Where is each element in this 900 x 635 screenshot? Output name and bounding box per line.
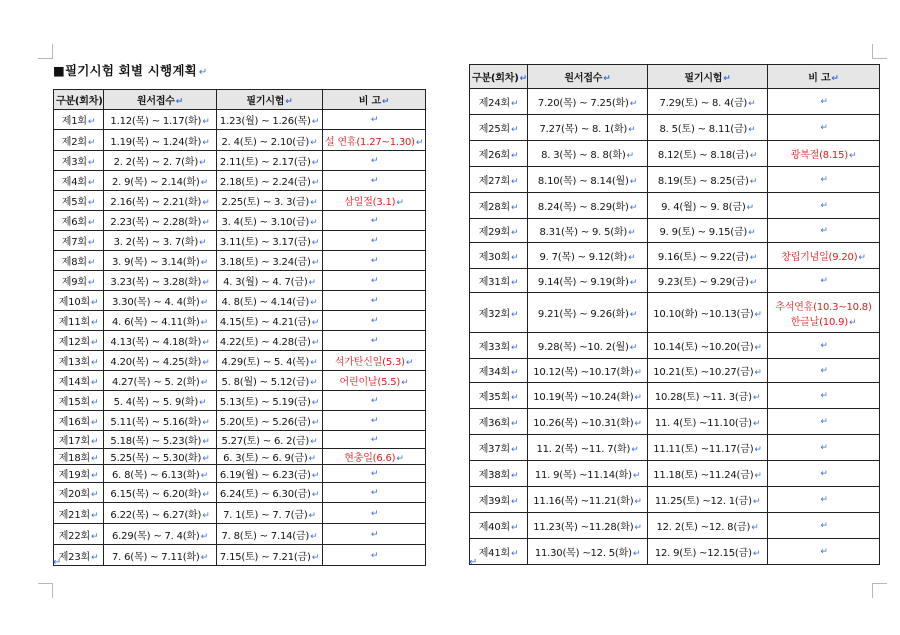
note-cell: ↵ [768, 167, 880, 193]
round-cell: 제12회↵ [54, 331, 104, 351]
exam-period-cell: 3.11(토) ~ 3.17(금)↵ [217, 231, 323, 251]
table-row [54, 171, 426, 191]
table-row [470, 167, 880, 193]
note-cell: ↵ [323, 431, 426, 449]
application-period-cell: 6.29(목) ~ 7. 4(화)↵ [104, 524, 217, 545]
round-cell: 제9회↵ [54, 271, 104, 291]
table-row [54, 351, 426, 371]
application-period-cell: 5.11(목) ~ 5.16(화)↵ [104, 411, 217, 431]
note-cell: ↵ [323, 483, 426, 503]
application-period-cell: 10.12(목) ~10.17(화)↵ [528, 359, 648, 383]
exam-period-cell: 5.20(토) ~ 5.26(금)↵ [217, 411, 323, 431]
note-cell: ↵ [323, 231, 426, 251]
round-cell: 제39회↵ [470, 487, 528, 513]
application-period-cell: 3. 9(목) ~ 3.14(화)↵ [104, 251, 217, 271]
application-period-cell: 4.20(목) ~ 4.25(화)↵ [104, 351, 217, 371]
exam-period-cell: 7. 8(토) ~ 7.14(금)↵ [217, 524, 323, 545]
application-period-cell: 8.31(목) ~ 9. 5(화)↵ [528, 219, 648, 243]
paragraph-end-mark-right: ↵ [469, 557, 478, 568]
table-row [470, 269, 880, 293]
note-cell: ↵ [323, 503, 426, 524]
application-period-cell: 4. 6(목) ~ 4.11(화)↵ [104, 311, 217, 331]
application-period-cell: 8. 3(목) ~ 8. 8(화)↵ [528, 141, 648, 167]
exam-period-cell: 2.25(토) ~ 3. 3(금)↵ [217, 191, 323, 211]
round-cell: 제27회↵ [470, 167, 528, 193]
exam-period-cell: 9. 4(월) ~ 9. 8(금)↵ [648, 193, 768, 219]
note-cell: 어린이날(5.5)↵ [323, 371, 426, 391]
round-cell: 제37회↵ [470, 435, 528, 461]
round-cell: 제1회↵ [54, 110, 104, 130]
round-cell: 제25회↵ [470, 115, 528, 141]
table-row [470, 435, 880, 461]
exam-period-cell: 2.11(토) ~ 2.17(금)↵ [217, 151, 323, 171]
application-period-cell: 2.16(목) ~ 2.21(화)↵ [104, 191, 217, 211]
table-row [54, 449, 426, 465]
exam-period-cell: 10.21(토) ~10.27(금)↵ [648, 359, 768, 383]
round-cell: 제41회↵ [470, 539, 528, 565]
exam-period-cell: 9.16(토) ~ 9.22(금)↵ [648, 243, 768, 269]
exam-period-cell: 8.19(토) ~ 8.25(금)↵ [648, 167, 768, 193]
paragraph-mark-icon: ↵ [198, 67, 208, 78]
exam-period-cell: 10.14(토) ~10.20(금)↵ [648, 333, 768, 359]
application-period-cell: 7.20(목) ~ 7.25(화)↵ [528, 89, 648, 115]
exam-period-cell: 1.23(월) ~ 1.26(목)↵ [217, 110, 323, 130]
exam-period-cell: 3.18(토) ~ 3.24(금)↵ [217, 251, 323, 271]
application-period-cell: 4.27(목) ~ 5. 2(화)↵ [104, 371, 217, 391]
round-cell: 제10회↵ [54, 291, 104, 311]
note-cell: ↵ [768, 333, 880, 359]
paragraph-end-mark-left: ↵ [53, 557, 62, 568]
round-cell: 제29회↵ [470, 219, 528, 243]
exam-period-cell: 5.13(토) ~ 5.19(금)↵ [217, 391, 323, 411]
application-period-cell: 11. 2(목) ~11. 7(화)↵ [528, 435, 648, 461]
table-row [54, 291, 426, 311]
table-row [54, 391, 426, 411]
exam-period-cell: 4. 3(월) ~ 4. 7(금)↵ [217, 271, 323, 291]
round-cell: 제23회↵ [54, 545, 104, 566]
note-cell: ↵ [323, 331, 426, 351]
exam-period-cell: 6.19(월) ~ 6.23(금)↵ [217, 465, 323, 483]
exam-period-cell: 11.11(토) ~11.17(금)↵ [648, 435, 768, 461]
note-cell: 설 연휴(1.27~1.30)↵ [323, 130, 426, 151]
exam-period-cell: 12. 2(토) ~12. 8(금)↵ [648, 513, 768, 539]
table-row [54, 524, 426, 545]
table-row [470, 141, 880, 167]
round-cell: 제3회↵ [54, 151, 104, 171]
note-cell: ↵ [768, 269, 880, 293]
application-period-cell: 5.18(목) ~ 5.23(화)↵ [104, 431, 217, 449]
table-row [54, 371, 426, 391]
note-cell: 추석연휴(10.3~10.8) 한글날(10.9)↵ [768, 293, 880, 333]
table-row [54, 191, 426, 211]
application-period-cell: 11. 9(목) ~11.14(화)↵ [528, 461, 648, 487]
note-cell: ↵ [768, 383, 880, 409]
application-period-cell: 4.13(목) ~ 4.18(화)↵ [104, 331, 217, 351]
table-row [54, 545, 426, 566]
exam-period-cell: 2.18(토) ~ 2.24(금)↵ [217, 171, 323, 191]
round-cell: 제11회↵ [54, 311, 104, 331]
round-cell: 제19회↵ [54, 465, 104, 483]
table-row [54, 271, 426, 291]
application-period-cell: 10.26(목) ~10.31(화)↵ [528, 409, 648, 435]
application-period-cell: 3.23(목) ~ 3.28(화)↵ [104, 271, 217, 291]
round-cell: 제5회↵ [54, 191, 104, 211]
round-cell: 제16회↵ [54, 411, 104, 431]
note-cell: ↵ [768, 435, 880, 461]
exam-period-cell: 7.15(토) ~ 7.21(금)↵ [217, 545, 323, 566]
table-row [470, 359, 880, 383]
application-period-cell: 2. 9(목) ~ 2.14(화)↵ [104, 171, 217, 191]
round-cell: 제33회↵ [470, 333, 528, 359]
note-cell: ↵ [768, 359, 880, 383]
application-period-cell: 1.19(목) ~ 1.24(화)↵ [104, 130, 217, 151]
exam-period-cell: 9.23(토) ~ 9.29(금)↵ [648, 269, 768, 293]
table-row [54, 211, 426, 231]
table-row [54, 503, 426, 524]
page-corner-mark-top-left [38, 44, 53, 59]
exam-period-cell: 2. 4(토) ~ 2.10(금)↵ [217, 130, 323, 151]
application-period-cell: 8.10(목) ~ 8.14(월)↵ [528, 167, 648, 193]
table-row [54, 251, 426, 271]
header-exam: 필기시험↵ [217, 90, 323, 110]
table-row [54, 331, 426, 351]
exam-period-cell: 5.27(토) ~ 6. 2(금)↵ [217, 431, 323, 449]
application-period-cell: 2.23(목) ~ 2.28(화)↵ [104, 211, 217, 231]
header-note: 비 고↵ [768, 65, 880, 89]
round-cell: 제15회↵ [54, 391, 104, 411]
table-row [54, 411, 426, 431]
note-cell: ↵ [768, 487, 880, 513]
application-period-cell: 10.19(목) ~10.24(화)↵ [528, 383, 648, 409]
table-row [470, 461, 880, 487]
application-period-cell: 6.22(목) ~ 6.27(화)↵ [104, 503, 217, 524]
note-cell: ↵ [323, 465, 426, 483]
note-cell: ↵ [323, 271, 426, 291]
application-period-cell: 9.14(목) ~ 9.19(화)↵ [528, 269, 648, 293]
table-row [54, 311, 426, 331]
note-cell: 현충일(6.6)↵ [323, 449, 426, 465]
exam-period-cell: 3. 4(토) ~ 3.10(금)↵ [217, 211, 323, 231]
round-cell: 제28회↵ [470, 193, 528, 219]
round-cell: 제22회↵ [54, 524, 104, 545]
round-cell: 제4회↵ [54, 171, 104, 191]
exam-period-cell: 10.28(토) ~11. 3(금)↵ [648, 383, 768, 409]
round-cell: 제13회↵ [54, 351, 104, 371]
table-row [54, 231, 426, 251]
page-corner-mark-bottom-left [38, 583, 53, 598]
exam-period-cell: 7. 1(토) ~ 7. 7(금)↵ [217, 503, 323, 524]
round-cell: 제8회↵ [54, 251, 104, 271]
page-corner-mark-bottom-right [872, 583, 887, 598]
application-period-cell: 11.30(목) ~12. 5(화)↵ [528, 539, 648, 565]
round-cell: 제26회↵ [470, 141, 528, 167]
note-cell: ↵ [768, 409, 880, 435]
table-row [54, 465, 426, 483]
exam-period-cell: 12. 9(토) ~12.15(금)↵ [648, 539, 768, 565]
exam-period-cell: 4.29(토) ~ 5. 4(목)↵ [217, 351, 323, 371]
table-header-row [54, 90, 426, 110]
note-cell: ↵ [768, 539, 880, 565]
schedule-table-left [53, 89, 426, 566]
exam-period-cell: 7.29(토) ~ 8. 4(금)↵ [648, 89, 768, 115]
note-cell: ↵ [768, 513, 880, 539]
round-cell: 제30회↵ [470, 243, 528, 269]
table-row [470, 293, 880, 333]
application-period-cell: 3.30(목) ~ 4. 4(화)↵ [104, 291, 217, 311]
table-row [470, 383, 880, 409]
table-row [470, 115, 880, 141]
table-row [470, 409, 880, 435]
exam-period-cell: 6.24(토) ~ 6.30(금)↵ [217, 483, 323, 503]
header-round: 구분(회차)↵ [470, 65, 528, 89]
round-cell: 제34회↵ [470, 359, 528, 383]
note-cell: ↵ [323, 411, 426, 431]
application-period-cell: 6.15(목) ~ 6.20(화)↵ [104, 483, 217, 503]
exam-period-cell: 11.18(토) ~11.24(금)↵ [648, 461, 768, 487]
table-header-row [470, 65, 880, 89]
exam-period-cell: 10.10(화) ~10.13(금)↵ [648, 293, 768, 333]
round-cell: 제21회↵ [54, 503, 104, 524]
table-row [470, 539, 880, 565]
round-cell: 제7회↵ [54, 231, 104, 251]
application-period-cell: 9.21(목) ~ 9.26(화)↵ [528, 293, 648, 333]
round-cell: 제18회↵ [54, 449, 104, 465]
note-cell: ↵ [768, 193, 880, 219]
table-row [470, 333, 880, 359]
application-period-cell: 5.25(목) ~ 5.30(화)↵ [104, 449, 217, 465]
page-corner-mark-top-right [872, 44, 887, 59]
table-row [54, 151, 426, 171]
application-period-cell: 9.28(목) ~10. 2(월)↵ [528, 333, 648, 359]
table-row [470, 89, 880, 115]
note-cell: ↵ [323, 110, 426, 130]
exam-period-cell: 6. 3(토) ~ 6. 9(금)↵ [217, 449, 323, 465]
note-cell: ↵ [323, 211, 426, 231]
round-cell: 제6회↵ [54, 211, 104, 231]
table-row [470, 193, 880, 219]
round-cell: 제14회↵ [54, 371, 104, 391]
application-period-cell: 2. 2(목) ~ 2. 7(화)↵ [104, 151, 217, 171]
note-cell: ↵ [323, 151, 426, 171]
application-period-cell: 11.23(목) ~11.28(화)↵ [528, 513, 648, 539]
note-cell: 삼일절(3.1)↵ [323, 191, 426, 211]
schedule-table-right [469, 64, 880, 565]
application-period-cell: 7.27(목) ~ 8. 1(화)↵ [528, 115, 648, 141]
document-title [53, 61, 207, 79]
application-period-cell: 7. 6(목) ~ 7.11(화)↵ [104, 545, 217, 566]
table-row [54, 110, 426, 130]
note-cell: ↵ [323, 391, 426, 411]
application-period-cell: 6. 8(목) ~ 6.13(화)↵ [104, 465, 217, 483]
note-cell: 창립기념일(9.20)↵ [768, 243, 880, 269]
table-row [470, 513, 880, 539]
document-title-text: ■필기시험 회별 시행계획 [53, 63, 197, 78]
application-period-cell: 9. 7(목) ~ 9.12(화)↵ [528, 243, 648, 269]
note-cell: ↵ [768, 115, 880, 141]
application-period-cell: 8.24(목) ~ 8.29(화)↵ [528, 193, 648, 219]
application-period-cell: 5. 4(목) ~ 5. 9(화)↵ [104, 391, 217, 411]
round-cell: 제38회↵ [470, 461, 528, 487]
exam-period-cell: 5. 8(월) ~ 5.12(금)↵ [217, 371, 323, 391]
round-cell: 제40회↵ [470, 513, 528, 539]
application-period-cell: 1.12(목) ~ 1.17(화)↵ [104, 110, 217, 130]
round-cell: 제2회↵ [54, 130, 104, 151]
header-application: 원서접수↵ [528, 65, 648, 89]
application-period-cell: 3. 2(목) ~ 3. 7(화)↵ [104, 231, 217, 251]
round-cell: 제32회↵ [470, 293, 528, 333]
note-cell: ↵ [323, 545, 426, 566]
application-period-cell: 11.16(목) ~11.21(화)↵ [528, 487, 648, 513]
note-cell: ↵ [323, 251, 426, 271]
round-cell: 제24회↵ [470, 89, 528, 115]
exam-period-cell: 11.25(토) ~12. 1(금)↵ [648, 487, 768, 513]
note-cell: ↵ [768, 89, 880, 115]
note-cell: ↵ [768, 461, 880, 487]
table-row [54, 431, 426, 449]
note-cell: ↵ [323, 171, 426, 191]
header-round: 구분(회차) [54, 90, 104, 110]
table-row [470, 487, 880, 513]
header-application: 원서접수↵ [104, 90, 217, 110]
table-row [470, 219, 880, 243]
note-cell: 석가탄신일(5.3)↵ [323, 351, 426, 371]
exam-period-cell: 11. 4(토) ~11.10(금)↵ [648, 409, 768, 435]
header-note: 비 고↵ [323, 90, 426, 110]
round-cell: 제31회↵ [470, 269, 528, 293]
table-row [470, 243, 880, 269]
note-cell: ↵ [323, 291, 426, 311]
header-exam: 필기시험↵ [648, 65, 768, 89]
round-cell: 제17회↵ [54, 431, 104, 449]
note-cell: 광복절(8.15)↵ [768, 141, 880, 167]
exam-period-cell: 8. 5(토) ~ 8.11(금)↵ [648, 115, 768, 141]
round-cell: 제36회↵ [470, 409, 528, 435]
round-cell: 제20회↵ [54, 483, 104, 503]
exam-period-cell: 9. 9(토) ~ 9.15(금)↵ [648, 219, 768, 243]
exam-period-cell: 4. 8(토) ~ 4.14(금)↵ [217, 291, 323, 311]
exam-period-cell: 4.15(토) ~ 4.21(금)↵ [217, 311, 323, 331]
table-row [54, 130, 426, 151]
table-row [54, 483, 426, 503]
note-cell: ↵ [323, 311, 426, 331]
note-cell: ↵ [323, 524, 426, 545]
round-cell: 제35회↵ [470, 383, 528, 409]
exam-period-cell: 4.22(토) ~ 4.28(금)↵ [217, 331, 323, 351]
note-cell: ↵ [768, 219, 880, 243]
exam-period-cell: 8.12(토) ~ 8.18(금)↵ [648, 141, 768, 167]
